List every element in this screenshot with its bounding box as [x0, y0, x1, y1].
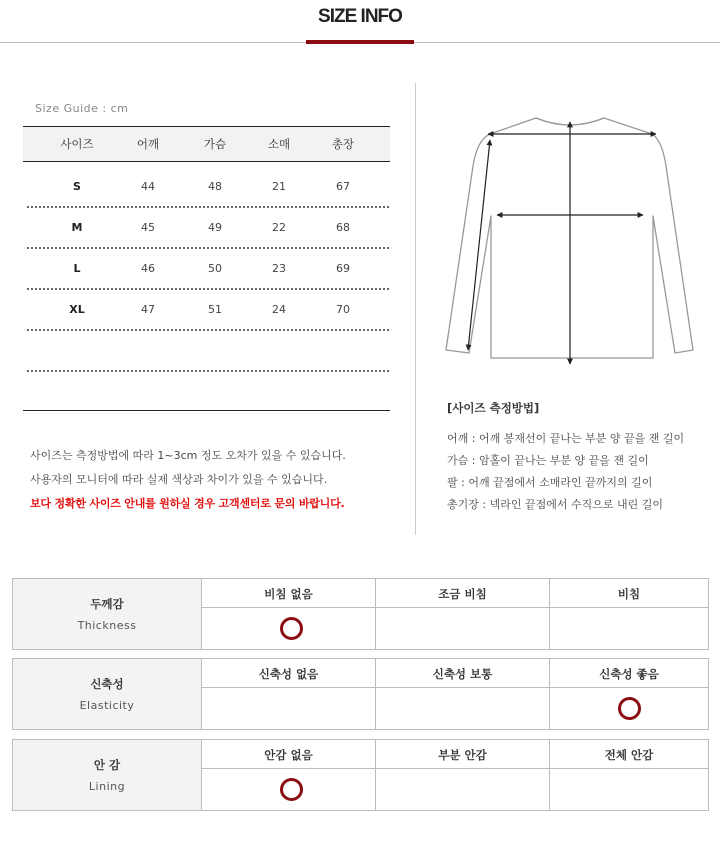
cell-size: XL [69, 303, 85, 316]
cell-chest: 50 [208, 262, 222, 275]
selected-circle-icon [280, 617, 303, 640]
measure-chest: 가슴 : 암홀이 끝나는 부분 양 끝을 잰 길이 [447, 454, 649, 467]
option-label: 안감 없음 [264, 748, 313, 762]
table-row [23, 289, 390, 330]
option-label: 신축성 없음 [258, 667, 319, 681]
measure-shoulder: 어깨 : 어깨 봉재선이 끝나는 부분 양 끝을 잰 길이 [447, 432, 685, 445]
elasticity-table [12, 658, 709, 730]
label-en: Lining [88, 780, 126, 793]
option-cell [202, 659, 375, 729]
cell-chest: 51 [208, 303, 222, 316]
option-label: 부분 안감 [438, 748, 487, 762]
table-header-border [23, 161, 390, 162]
row-divider [27, 370, 389, 372]
option-cell [202, 579, 375, 649]
lining-label [13, 740, 202, 810]
row-divider [27, 329, 389, 331]
label-ko: 안 감 [93, 758, 121, 772]
cell-length: 68 [336, 221, 350, 234]
option-cell [202, 740, 375, 810]
cell-shoulder: 47 [141, 303, 155, 316]
label-en: Thickness [77, 619, 137, 632]
measure-title: [사이즈 측정방법] [447, 401, 540, 415]
title-accent-bar [306, 40, 414, 44]
note-monitor: 사용자의 모니터에 따라 실제 색상과 차이가 있을 수 있습니다. [30, 473, 328, 486]
selected-circle-icon [280, 778, 303, 801]
column-divider [415, 83, 416, 535]
option-label: 신축성 좋음 [599, 667, 659, 681]
size-guide-label: Size Guide : cm [35, 102, 129, 115]
cell-length: 69 [336, 262, 350, 275]
option-cell [550, 659, 708, 729]
cell-shoulder: 46 [141, 262, 155, 275]
option-cell [550, 579, 708, 649]
note-tolerance: 사이즈는 측정방법에 따라 1~3cm 정도 오차가 있을 수 있습니다. [30, 449, 346, 462]
option-cell [376, 579, 549, 649]
option-label: 비침 없음 [264, 587, 313, 601]
table-row [23, 207, 390, 248]
cell-length: 70 [336, 303, 350, 316]
header-chest: 가슴 [203, 137, 227, 151]
option-label: 조금 비침 [438, 587, 487, 601]
thickness-table [12, 578, 709, 650]
option-label: 비침 [617, 587, 641, 601]
header-length: 총장 [331, 137, 355, 151]
option-cell [550, 740, 708, 810]
header-shoulder: 어깨 [136, 137, 160, 151]
cell-sleeve: 22 [272, 221, 286, 234]
option-label: 전체 안감 [604, 748, 654, 762]
cell-sleeve: 23 [272, 262, 286, 275]
cell-size: M [71, 221, 83, 234]
label-en: Elasticity [79, 699, 135, 712]
table-row [23, 166, 390, 207]
cell-chest: 48 [208, 180, 222, 193]
table-bottom-border [23, 410, 390, 411]
sweater-outline-icon [440, 110, 700, 370]
note-contact: 보다 정확한 사이즈 안내를 원하실 경우 고객센터로 문의 바랍니다. [30, 497, 345, 510]
label-ko: 두께감 [90, 597, 124, 611]
page-title: SIZE INFO [318, 6, 402, 27]
cell-sleeve: 21 [272, 180, 286, 193]
cell-chest: 49 [208, 221, 222, 234]
measure-sleeve: 팔 : 어깨 끝점에서 소매라인 끝까지의 길이 [447, 476, 653, 489]
table-row [23, 248, 390, 289]
measure-length: 총기장 : 넥라인 끝점에서 수직으로 내린 길이 [447, 498, 663, 511]
cell-shoulder: 45 [141, 221, 155, 234]
option-cell [376, 659, 549, 729]
cell-length: 67 [336, 180, 350, 193]
thickness-label [13, 579, 202, 649]
cell-shoulder: 44 [141, 180, 155, 193]
lining-table [12, 739, 709, 811]
option-cell [376, 740, 549, 810]
label-ko: 신축성 [90, 677, 124, 691]
header-size: 사이즈 [60, 137, 94, 151]
option-label: 신축성 보통 [432, 667, 493, 681]
cell-size: S [73, 180, 81, 193]
cell-size: L [73, 262, 81, 275]
elasticity-label [13, 659, 202, 729]
header-sleeve: 소매 [267, 137, 291, 151]
cell-sleeve: 24 [272, 303, 286, 316]
selected-circle-icon [618, 697, 641, 720]
